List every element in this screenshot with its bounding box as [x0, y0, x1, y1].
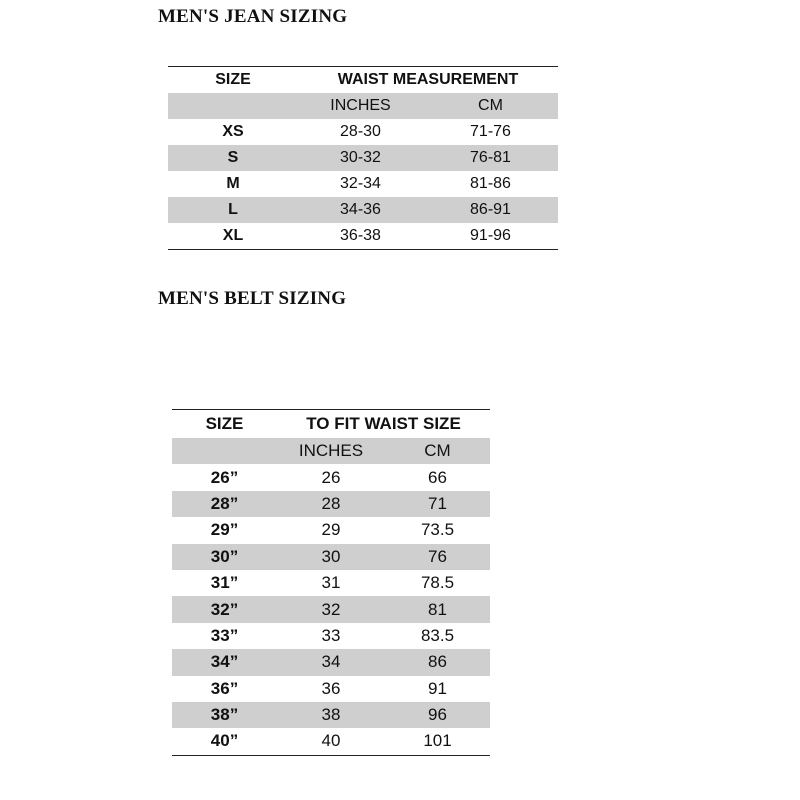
- cm-cell: 81: [385, 596, 490, 622]
- size-cell: 29”: [210, 520, 239, 540]
- cm-cell: 71-76: [470, 123, 511, 140]
- inches-cell: 30: [277, 544, 385, 570]
- inches-cell: 34-36: [298, 197, 423, 223]
- table-row: [172, 728, 490, 755]
- table-row: [168, 171, 558, 197]
- table-row: [172, 464, 490, 490]
- inches-cell: 32: [277, 596, 385, 622]
- belt-sizing-table: [172, 409, 490, 756]
- table-row: [172, 623, 490, 649]
- subheader-blank: [172, 438, 277, 464]
- size-cell: 38”: [172, 702, 277, 728]
- size-cell: 30”: [172, 544, 277, 570]
- cm-cell: 86: [385, 649, 490, 675]
- size-cell: XS: [222, 123, 244, 140]
- table-row: [172, 649, 490, 675]
- cm-cell: 91-96: [470, 227, 511, 244]
- table-row: [172, 702, 490, 728]
- inches-cell: 32-34: [340, 175, 381, 192]
- cm-cell: 78.5: [420, 573, 455, 593]
- size-cell: 40”: [210, 731, 239, 751]
- subheader-cm: CM: [423, 93, 558, 119]
- jean-sizing-title: MEN'S JEAN SIZING: [158, 6, 348, 27]
- cm-cell: 91: [428, 678, 447, 698]
- size-cell: 33”: [210, 625, 239, 645]
- table-row: [172, 596, 490, 622]
- size-cell: M: [226, 175, 240, 192]
- table-row: [168, 223, 558, 250]
- size-cell: XL: [222, 227, 244, 244]
- size-cell: 32”: [172, 596, 277, 622]
- inches-cell: 36-38: [340, 227, 381, 244]
- cm-cell: 71: [385, 491, 490, 517]
- header-size: SIZE: [205, 414, 244, 433]
- size-cell: S: [168, 145, 298, 171]
- cm-cell: 86-91: [423, 197, 558, 223]
- table-header-row: [172, 410, 490, 439]
- table-subheader-row: [172, 438, 490, 464]
- table-subheader-row: [168, 93, 558, 119]
- inches-cell: 33: [321, 625, 341, 645]
- table-row: [168, 119, 558, 145]
- inches-cell: 38: [277, 702, 385, 728]
- cm-cell: 73.5: [420, 520, 455, 540]
- subheader-cm: CM: [385, 438, 490, 464]
- table-header-row: [168, 67, 558, 94]
- cm-cell: 76-81: [423, 145, 558, 171]
- table-row: [168, 145, 558, 171]
- table-row: [172, 491, 490, 517]
- header-waist-measurement: WAIST MEASUREMENT: [337, 71, 519, 88]
- cm-cell: 83.5: [420, 625, 455, 645]
- inches-cell: 40: [321, 731, 341, 751]
- subheader-inches: INCHES: [298, 93, 423, 119]
- inches-cell: 36: [321, 678, 341, 698]
- subheader-blank: [168, 93, 298, 119]
- inches-cell: 31: [321, 573, 341, 593]
- size-cell: 28”: [172, 491, 277, 517]
- size-cell: 31”: [210, 573, 239, 593]
- size-cell: 34”: [172, 649, 277, 675]
- size-cell: 36”: [210, 678, 239, 698]
- header-size: SIZE: [215, 71, 251, 88]
- table-row: [172, 544, 490, 570]
- cm-cell: 76: [385, 544, 490, 570]
- cm-cell: 96: [385, 702, 490, 728]
- subheader-inches: INCHES: [277, 438, 385, 464]
- inches-cell: 28-30: [340, 123, 381, 140]
- table-row: [172, 517, 490, 543]
- inches-cell: 34: [277, 649, 385, 675]
- cm-cell: 66: [428, 467, 447, 487]
- inches-cell: 26: [321, 467, 341, 487]
- table-row: [172, 676, 490, 702]
- header-to-fit-waist-size: TO FIT WAIST SIZE: [306, 414, 461, 433]
- cm-cell: 81-86: [470, 175, 511, 192]
- size-cell: 26”: [210, 467, 239, 487]
- table-row: [168, 197, 558, 223]
- inches-cell: 30-32: [298, 145, 423, 171]
- cm-cell: 101: [423, 731, 452, 751]
- inches-cell: 28: [277, 491, 385, 517]
- table-row: [172, 570, 490, 596]
- inches-cell: 29: [321, 520, 341, 540]
- jean-sizing-table: [168, 66, 558, 250]
- size-cell: L: [168, 197, 298, 223]
- belt-sizing-title: MEN'S BELT SIZING: [158, 288, 347, 309]
